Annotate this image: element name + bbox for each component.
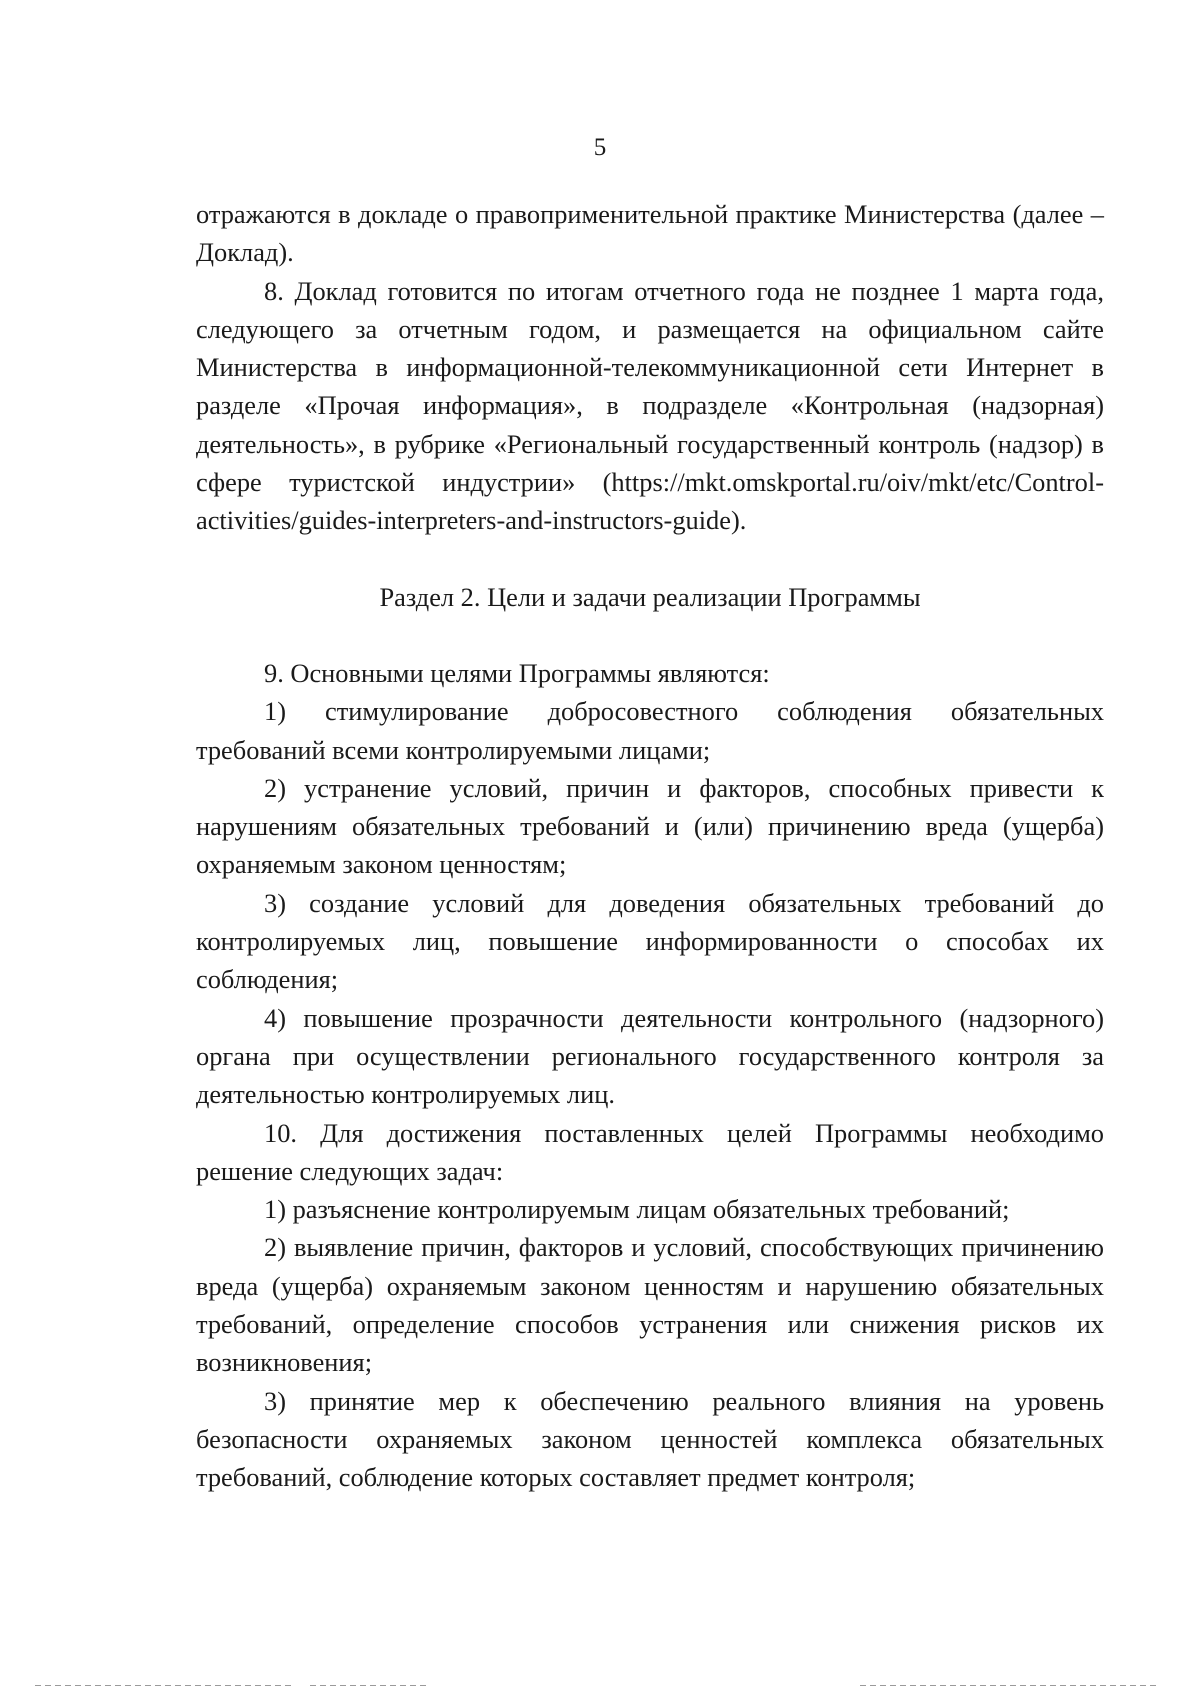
task-item-3: 3) принятие мер к обеспечению реального влияния на уровень безопасности охраняемых законом ценностей комплекса обязательных требований, соблюдение которых составляет предмет контроля; [196,1385,1104,1493]
task-item-2: 2) выявление причин, факторов и условий, способствующих причинению вреда (ущерба) охраняемым законом ценностям и нарушению обязательных требований, определение способов устранения или снижения рисков их возникновения; [196,1232,1104,1378]
goal-item-2: 2) устранение условий, причин и факторов, способных привести к нарушениям обязательных требований и (или) причинению вреда (ущерба) охраняемым законом ценностям; [196,772,1104,880]
paragraph-item-8: 8. Доклад готовится по итогам отчетного года не позднее 1 марта года, следующего за отчетным годом, и размещается на официальном сайте Министерства в информационной-телекоммуникационной сети Интернет в разделе «Прочая информация», в подразделе «Контрольная (надзорная) деятельность», в рубрике «Региональный государственный контроль (надзор) в сфере туристской индустрии» (https://mkt.omskportal.ru/oiv/mkt/etc/Control-activities/guides-interpreters-and-instructors-guide). [196,275,1104,536]
paragraph-continuation: отражаются в докладе о правоприменительной практике Министерства (далее – Доклад). [196,199,1104,268]
goal-item-3: 3) создание условий для доведения обязательных требований до контролируемых лиц, повышение информированности о способах их соблюдения; [196,887,1104,995]
page-number: 5 [593,134,607,161]
paragraph-item-10: 10. Для достижения поставленных целей Программы необходимо решение следующих задач: [196,1117,1104,1186]
task-item-1: 1) разъяснение контролируемым лицам обязательных требований; [264,1194,1010,1225]
document-body [196,195,1104,1497]
scan-artifact-line-left [35,1685,295,1686]
scan-artifact-line-right [860,1685,1160,1686]
section-heading: Раздел 2. Цели и задачи реализации Программы [379,581,921,612]
scan-artifact-line-center [310,1685,430,1686]
goal-item-1: 1) стимулирование добросовестного соблюдения обязательных требований всеми контролируемыми лицами; [196,696,1104,765]
paragraph-item-9: 9. Основными целями Программы являются: [264,657,770,688]
goal-item-4: 4) повышение прозрачности деятельности контрольного (надзорного) органа при осуществлении регионального государственного контроля за деятельностью контролируемых лиц. [196,1002,1104,1110]
